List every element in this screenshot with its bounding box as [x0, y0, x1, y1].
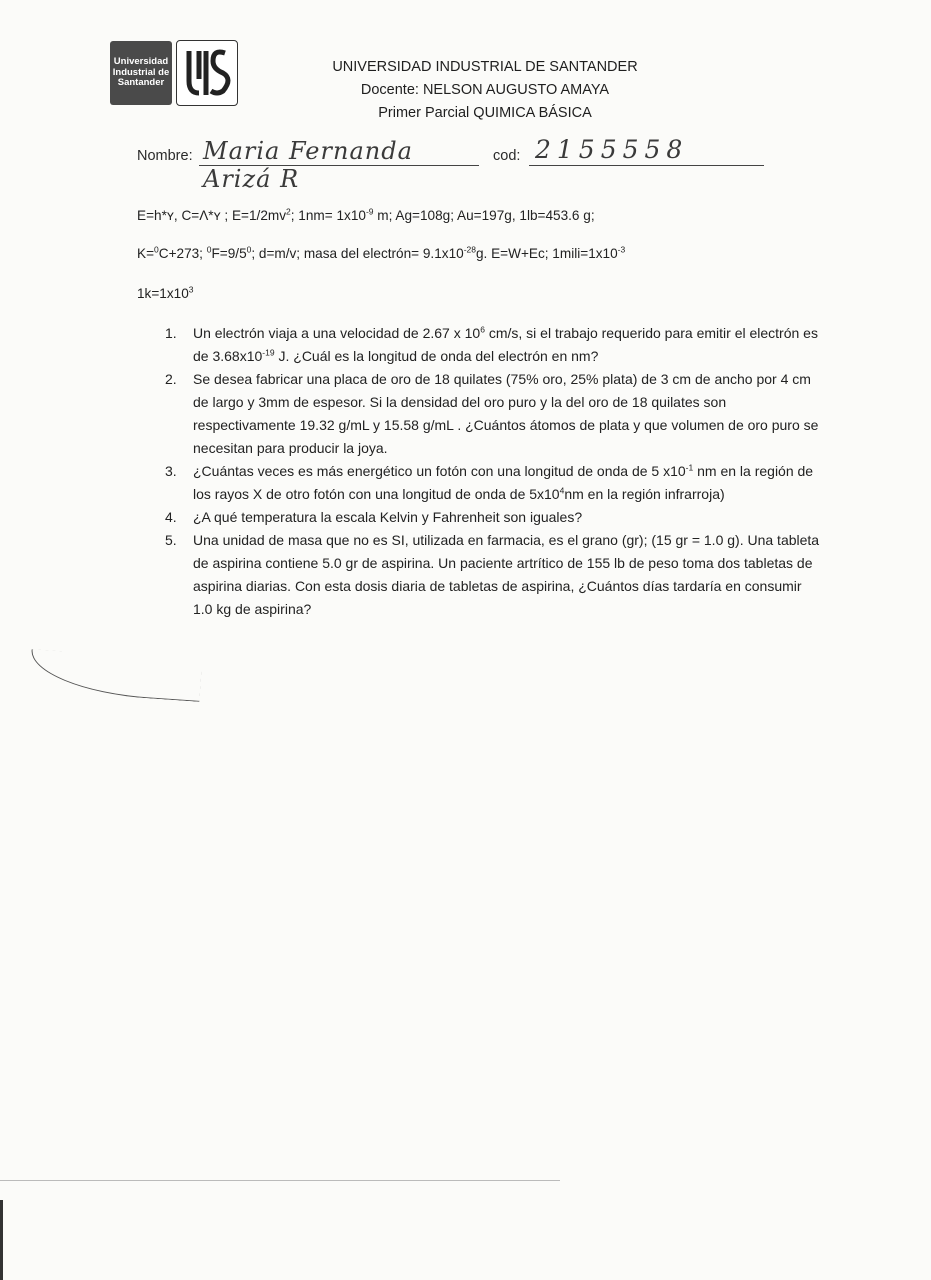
formula-line-2: K=$^0$C+273; $^0F=9/5^0$; d=m/v; masa del electrón= $9.1x10^{-28}g$. E=W+Ec; $1mili=1x10^{-3}$: [137, 244, 626, 261]
question-item: [160, 368, 820, 460]
question-number: 4.: [165, 509, 177, 525]
cod-label: cod:: [493, 148, 521, 164]
question-text: ¿A qué temperatura la escala Kelvin y Fahrenheit son iguales?: [193, 509, 583, 525]
scan-line: [0, 1180, 560, 1181]
question-text: Una unidad de masa que no es SI, utilizada en farmacia, es el grano (gr); (15 gr = 1.0 g). Una tableta de aspirina contiene 5.0 gr de aspirina. Un paciente artrítico de 155 lb de peso toma dos tabletas de aspirina diarias. Con esta dosis diaria de tabletas de aspirina, ¿Cuántos días tardaría en consumir 1.0 kg de aspirina?: [193, 532, 820, 617]
cod-handwritten: 2155558: [535, 135, 689, 164]
university-logo: [110, 41, 172, 105]
question-text: Se desea fabricar una placa de oro de 18 quilates (75% oro, 25% plata) de 3 cm de ancho por 4 cm de largo y 3mm de espesor. Si la densidad del oro puro y la del oro de 18 quilates son respectivamente 19.32 g/mL y 15.58 g/mL . ¿Cuántos átomos de plata y que volumen de oro puro se necesitan para producir la joya.: [193, 371, 819, 456]
logo-text-line: Universidad: [113, 56, 169, 68]
question-list: [160, 322, 820, 621]
nombre-label: Nombre:: [137, 148, 193, 164]
pen-stroke-mark: [29, 649, 202, 702]
logo-text-line: Santander: [117, 77, 165, 89]
scan-edge: [0, 1200, 3, 1280]
question-item: [160, 529, 820, 621]
question-item: 3. ¿Cuántas veces es más energético un fotón con una longitud de onda de 5 $x10^{-1}$ nm en la región de los rayos X de otro fotón con una longitud de onda de $5x10^4nm$ en la región infrarroja): [160, 460, 820, 506]
question-number: 2.: [165, 371, 177, 387]
question-item: 1. Un electrón viaja a una velocidad de 2.67 x $10^6$ cm/s, si el trabajo requerido para emitir el electrón es de $3.68x10^{-19}$ J. ¿Cuál es la longitud de onda del electrón en nm?: [160, 322, 820, 368]
uis-logo-icon: [176, 40, 238, 106]
exam-title: Primer Parcial QUIMICA BÁSICA: [378, 105, 592, 121]
nombre-handwritten: Maria Fernanda Arizá R: [203, 137, 413, 193]
docente-line: Docente: NELSON AUGUSTO AMAYA: [360, 82, 610, 98]
logo-text-line: Industrial de: [112, 66, 170, 78]
cod-underline: [529, 165, 764, 166]
question-number: 5.: [165, 532, 177, 548]
question-number: 1.: [165, 325, 177, 341]
formula-line-3: $1k=1x10^3$: [137, 284, 194, 301]
formula-line-1: E=h*ʏ, C=Λ*ʏ ; $E=1/2mv^2$; $1nm= 1x10^{-9}$ m; Ag=108g; Au=197g, 1lb=453.6 g;: [137, 206, 595, 223]
university-title: UNIVERSIDAD INDUSTRIAL DE SANTANDER: [332, 59, 638, 75]
question-item: [160, 506, 820, 529]
question-number: 3.: [165, 463, 177, 479]
